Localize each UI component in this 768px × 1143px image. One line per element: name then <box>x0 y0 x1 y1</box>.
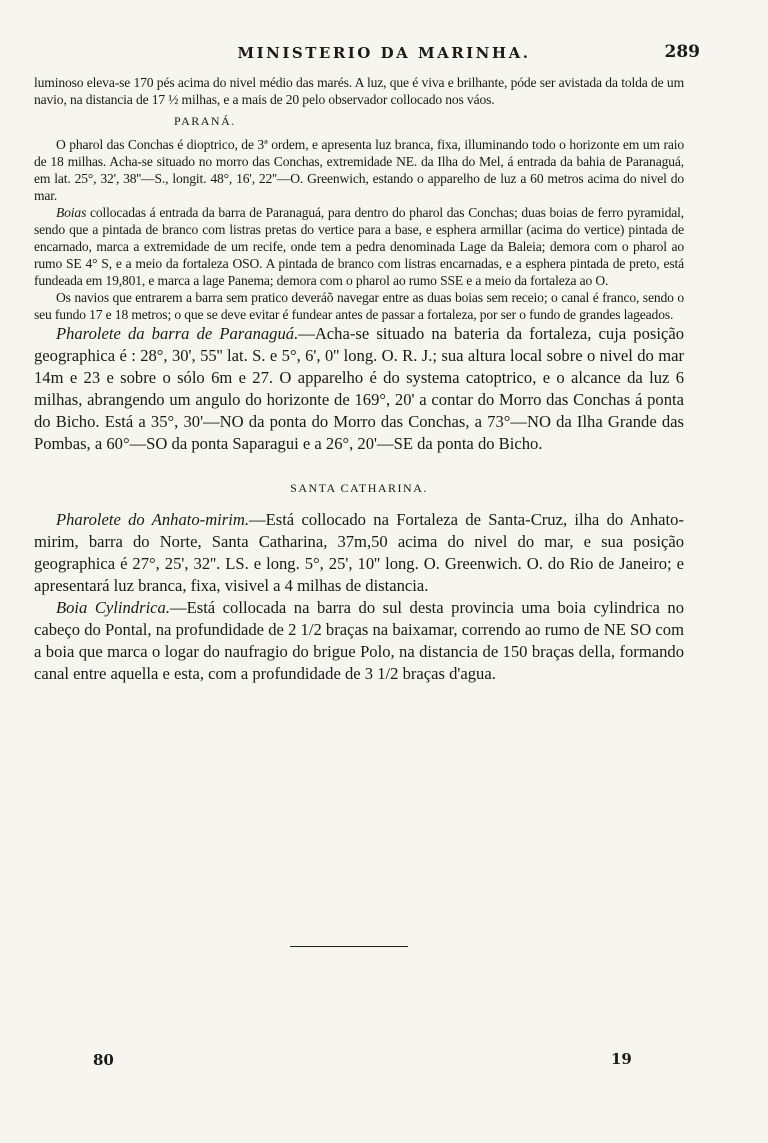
paragraph-pharolete-anhato <box>34 509 684 597</box>
paragraph-boia-cylindrica <box>34 597 684 685</box>
paragraph-pharolete-paranagua <box>34 323 684 455</box>
running-head <box>0 44 768 68</box>
section-gap <box>34 455 684 469</box>
page-title: MINISTERIO DA MARINHA. <box>237 44 531 62</box>
printer-signature-mark: 80 <box>93 1051 114 1069</box>
page-number: 289 <box>664 42 700 62</box>
printer-signature-number: 19 <box>611 1050 632 1068</box>
paragraph-pharol-conchas: O pharol das Conchas é dioptrico, de 3ª ordem, e apresenta luz branca, fixa, illuminando todo o horizonte em um raio de 18 milhas. Acha-se situado no morro das Conchas, extremidade NE. da Ilha do Mel, á entrada da bahia de Paranaguá, em lat. 25°, 32', 38''—S., longit. 48°, 16', 22''—O. Greenwich, estando o apparelho de luz a 60 metros acima do nivel do mar. <box>34 137 684 203</box>
pharolete-anhato-lead: Pharolete do Anhato-mirim. <box>56 510 249 529</box>
closing-rule <box>290 946 408 947</box>
boias-text: collocadas á entrada da barra de Paranaguá, para dentro do pharol das Conchas; duas boias de ferro pyramidal, sendo que a pintada de branco com listras pretas do vertice para a base, e esphera armillar (acima do vertice) pintada de encarnado, marca a extremidade de um recife, onde tem a pedra denominada Lage da Baleia; demora com o pharol ao rumo SE 4° S, e a meio da fortaleza OSO. A pintada de branco com listras encarnadas, e a esphera pintada de preto, está fundeada em 19,801, e marca a lage Panema; demora com o pharol ao rumo SSE e a meio da fortaleza ao O. <box>34 205 684 288</box>
boias-lead: Boias <box>56 205 87 220</box>
pharolete-paranagua-text: —Acha-se situado na bateria da fortaleza, cuja posição geographica é : 28°, 30', 55'' lat. S. e 5°, 6', 0'' long. O. R. J.; sua altura local sobre o nivel do mar 14m e 23 e sobre o sólo 6m e 27. O apparelho é do systema catoptrico, e o alcance da luz 6 milhas, abrangendo um angulo do horizonte de 169°, 20' a contar do Morro das Conchas á ponta do Bicho. Está a 35°, 30'—NO da ponta do Morro das Conchas, a 73°—NO da Ilha Grande das Pombas, a 60°—SO da ponta Saparagui e a 26°, 20'—SE da ponta do Bicho. <box>34 324 684 453</box>
boia-cylindrica-lead: Boia Cylindrica. <box>56 598 170 617</box>
section-heading-parana: PARANÁ. <box>174 114 236 128</box>
paragraph-navios: Os navios que entrarem a barra sem pratico deveráõ navegar entre as duas boias sem receio; o canal é franco, sendo o seu fundo 17 e 18 metros; o que se deve evitar é fundear antes de passar a fortaleza, por ser o fundo de grandes lageados. <box>34 290 684 322</box>
page-content <box>34 74 684 685</box>
boia-cylindrica-text: —Está collocada na barra do sul desta provincia uma boia cylindrica no cabeço do Pontal, na profundidade de 2 1/2 braças na baixamar, correndo ao rumo de NE SO com a boia que marca o logar do naufragio do brigue Polo, na distancia de 150 braças della, formando canal entre aquella e esta, com a profundidade de 3 1/2 braças d'agua. <box>34 598 684 683</box>
section-heading-santa-catharina: SANTA CATHARINA. <box>290 481 428 495</box>
pharolete-anhato-text: —Está collocado na Fortaleza de Santa-Cruz, ilha do Anhato-mirim, barra do Norte, Santa Catharina, 37m,50 acima do nivel do mar, e sua posição geographica é 27°, 25', 32''. LS. e long. 5°, 25', 10'' long. O. Greenwich. O. do Rio de Janeiro; e apresentará luz branca, fixa, visivel a 4 milhas de distancia. <box>34 510 684 595</box>
continuation-paragraph: luminoso eleva-se 170 pés acima do nivel médio das marés. A luz, que é viva e brilhante, póde ser avistada da tolda de um navio, na distancia de 17 ½ milhas, e a mais de 20 pelo observador collocado nos váos. <box>34 75 684 107</box>
paragraph-boias <box>34 204 684 289</box>
pharolete-paranagua-lead: Pharolete da barra de Paranaguá. <box>56 324 299 343</box>
